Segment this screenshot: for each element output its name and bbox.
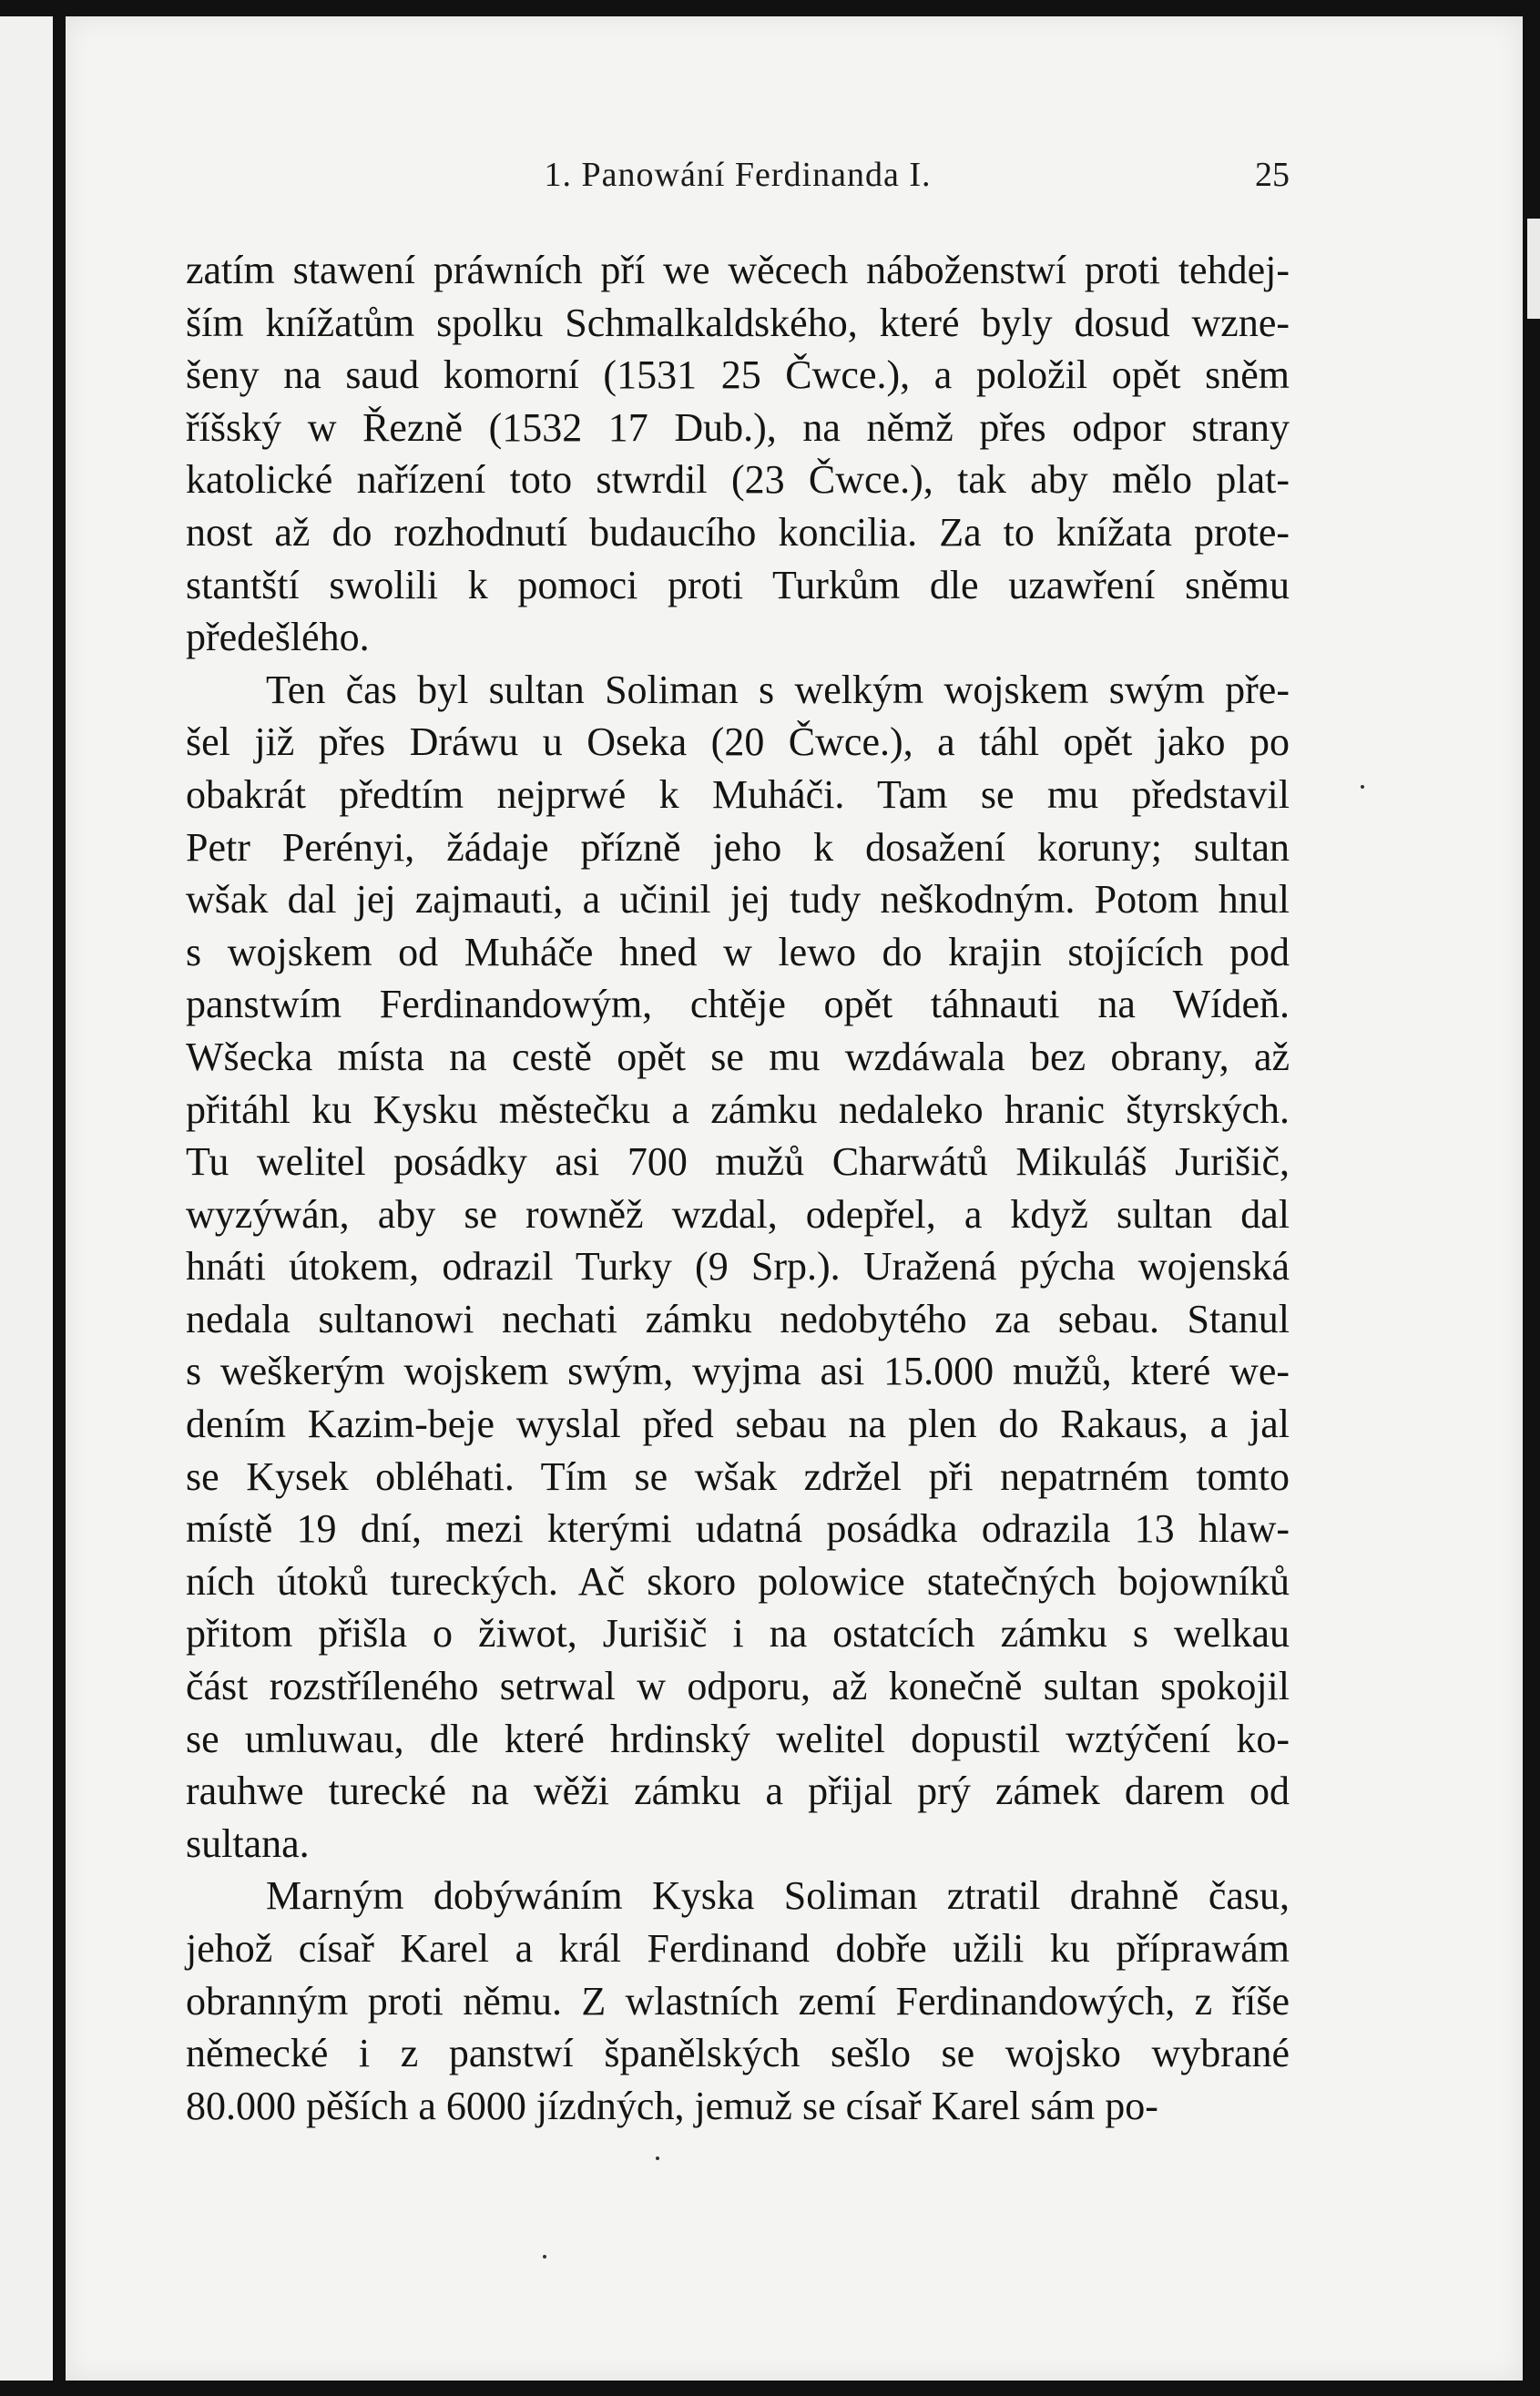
text-line: hnáti útokem, odrazil Turky (9 Srp.). Uražená pýcha wojenská xyxy=(186,1244,1290,1290)
adjacent-page-edge xyxy=(0,16,53,2381)
chapter-title: 1. Panowání Ferdinanda I. xyxy=(544,156,932,194)
text-line: katolické nařízení toto stwrdil (23 Čwce.), tak aby mělo plat- xyxy=(186,457,1290,503)
text-line: ních útoků tureckých. Ač skoro polowice statečných bojowníků xyxy=(186,1558,1290,1604)
text-line: se umluwau, dle které hrdinský welitel dopustil wztýčení ko- xyxy=(186,1716,1290,1761)
text-line: Ten čas byl sultan Soliman s welkým wojskem swým pře- xyxy=(266,667,1290,712)
print-speck xyxy=(1361,785,1364,789)
text-line: říšský w Řezně (1532 17 Dub.), na němž přes odpor strany xyxy=(186,404,1290,450)
text-line: sultana. xyxy=(186,1820,310,1866)
print-speck xyxy=(656,2156,659,2160)
text-line: přitom přišla o žiwot, Jurišič i na ostatcích zámku s welkau xyxy=(186,1611,1290,1657)
text-line: nost až do rozhodnutí budaucího koncilia. Za to knížata prote- xyxy=(186,509,1290,555)
page-number: 25 xyxy=(1255,156,1290,194)
text-line: nedala sultanowi nechati zámku nedobytého za sebau. Stanul xyxy=(186,1296,1290,1341)
text-line: rauhwe turecké na wěži zámku a přijal prý zámek darem od xyxy=(186,1769,1290,1814)
text-line: 80.000 pěších a 6000 jízdných, jemuž se císař Karel sám po- xyxy=(186,2083,1158,2128)
text-line: Petr Perényi, žádaje přízně jeho k dosažení koruny; sultan xyxy=(186,824,1290,870)
text-line: šel již přes Dráwu u Oseka (20 Čwce.), a táhl opět jako po xyxy=(186,719,1290,765)
print-speck xyxy=(543,2255,546,2258)
running-head xyxy=(186,155,1290,206)
text-line: wyzýwán, aby se rowněž wzdal, odepřel, a když sultan dal xyxy=(186,1191,1290,1237)
text-line: předešlého. xyxy=(186,615,370,660)
text-line: ším knížatům spolku Schmalkaldského, které byly dosud wzne- xyxy=(186,300,1290,345)
text-line: místě 19 dní, mezi kterými udatná posádka odrazila 13 hlaw- xyxy=(186,1506,1290,1552)
text-line: šeny na saud komorní (1531 25 Čwce.), a položil opět sněm xyxy=(186,352,1290,398)
text-line: Tu welitel posádky asi 700 mužů Charwátů Mikuláš Jurišič, xyxy=(186,1139,1290,1185)
text-line: stantští swolili k pomoci proti Turkům dle uzawření sněmu xyxy=(186,562,1290,607)
text-line: obranným proti němu. Z wlastních zemí Ferdinandowých, z říše xyxy=(186,1978,1290,2024)
text-line: přitáhl ku Kysku městečku a zámku nedaleko hranic štyrských. xyxy=(186,1086,1290,1132)
text-line: se Kysek obléhati. Tím se wšak zdržel při nepatrném tomto xyxy=(186,1453,1290,1499)
body-text xyxy=(186,244,1290,2132)
text-line: zatím stawení práwních pří we wěcech náboženstwí proti tehdej- xyxy=(186,248,1290,292)
text-line: wšak dal jej zajmauti, a učinil jej tudy neškodným. Potom hnul xyxy=(186,877,1290,923)
text-line: obakrát předtím nejprwé k Muháči. Tam se mu představil xyxy=(186,771,1290,817)
text-line: část rozstříleného setrwal w odporu, až konečně sultan spokojil xyxy=(186,1664,1290,1709)
text-line: německé i z panstwí španělských sešlo se wojsko wybrané xyxy=(186,2031,1290,2076)
text-line: Wšecka místa na cestě opět se mu wzdáwala bez obrany, až xyxy=(186,1034,1290,1079)
text-line: s wojskem od Muháče hned w lewo do krajin stojících pod xyxy=(186,929,1290,974)
binding-edge-mark xyxy=(1527,219,1540,319)
text-line: s weškerým wojskem swým, wyjma asi 15.000 mužů, které we- xyxy=(186,1349,1290,1394)
text-line: dením Kazim-beje wyslal před sebau na plen do Rakaus, a jal xyxy=(186,1402,1290,1447)
text-line: Marným dobýwáním Kyska Soliman ztratil drahně času, xyxy=(266,1873,1290,1919)
text-line: jehož císař Karel a král Ferdinand dobře užili ku příprawám xyxy=(186,1926,1290,1971)
text-line: panstwím Ferdinandowým, chtěje opět táhnauti na Wídeň. xyxy=(186,982,1290,1027)
